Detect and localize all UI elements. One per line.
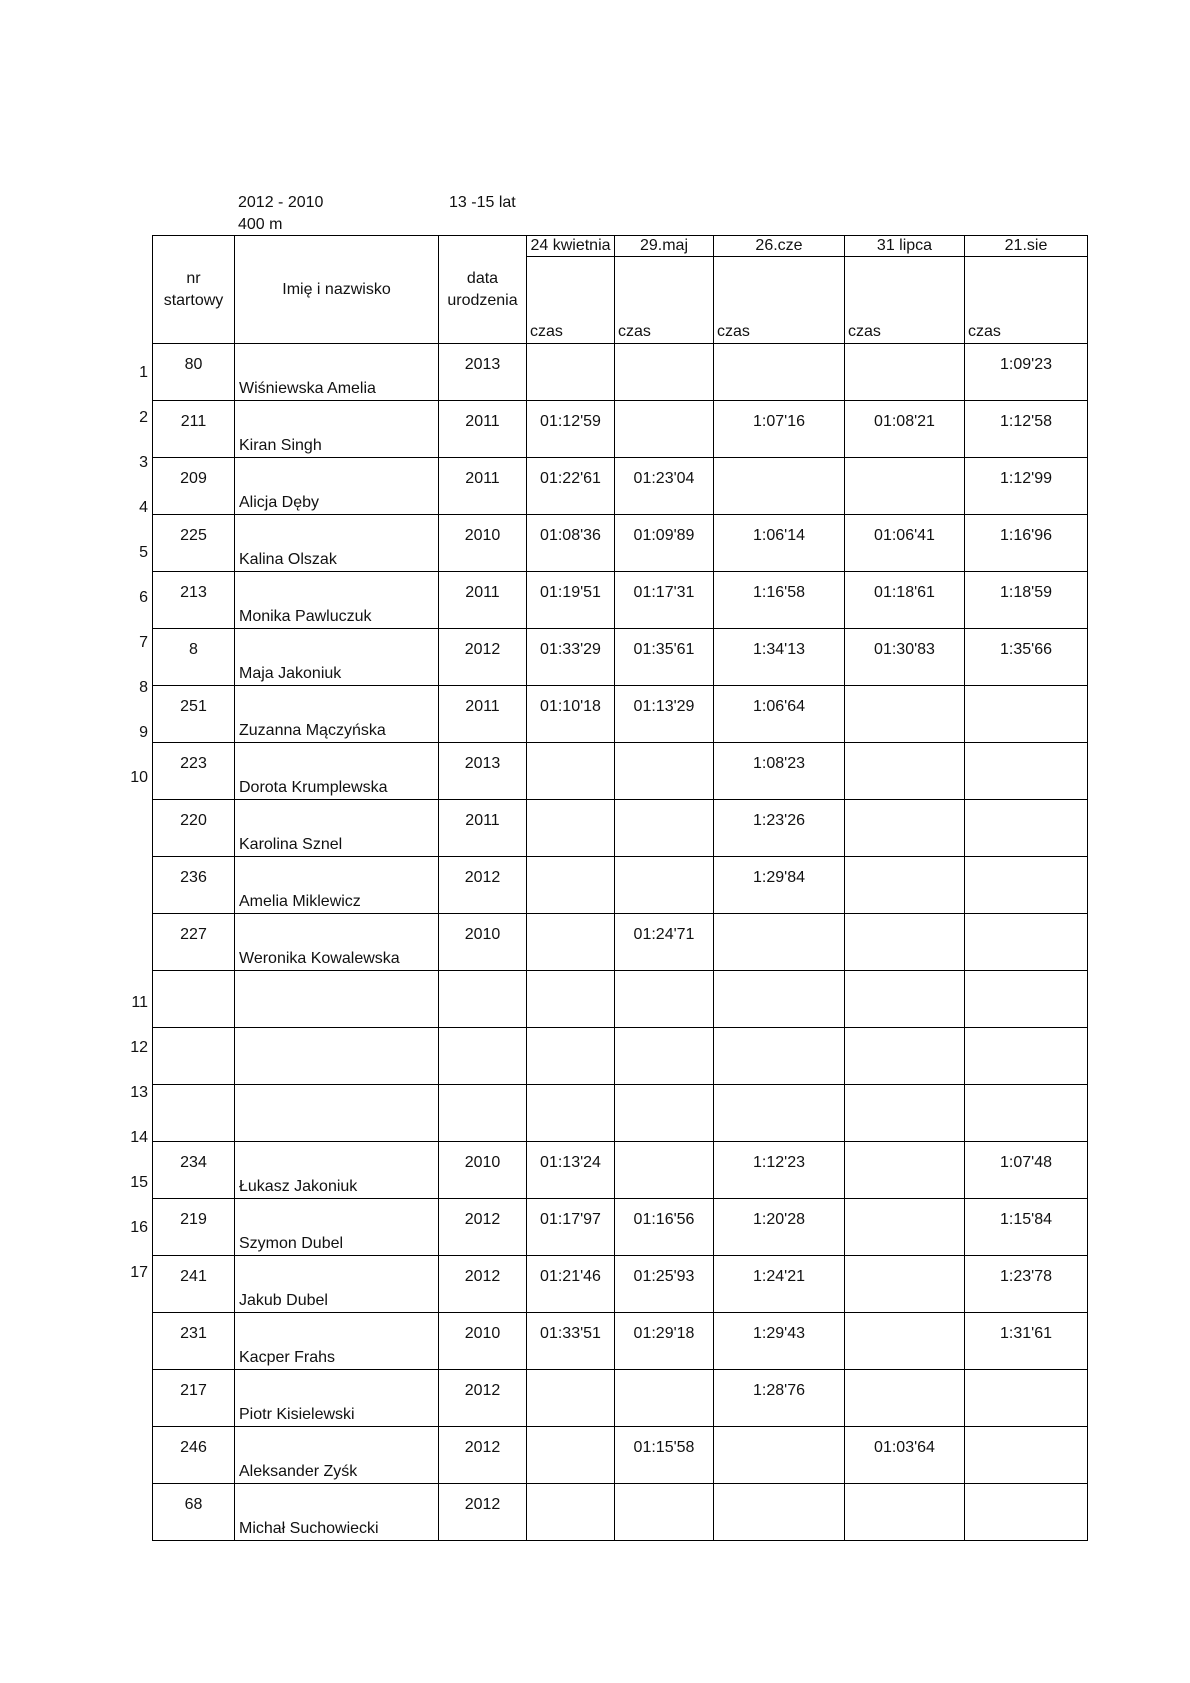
time-cell: 1:29'84 bbox=[714, 857, 845, 914]
time-cell: 1:35'66 bbox=[965, 629, 1088, 686]
time-cell: 1:23'78 bbox=[965, 1256, 1088, 1313]
athlete-name-cell: Aleksander Zyśk bbox=[235, 1427, 439, 1484]
athlete-name-cell: Karolina Sznel bbox=[235, 800, 439, 857]
birth-year-cell: 2010 bbox=[439, 914, 527, 971]
time-cell bbox=[527, 1085, 615, 1142]
birth-year-cell bbox=[439, 971, 527, 1028]
time-cell: 1:06'64 bbox=[714, 686, 845, 743]
start-number-cell: 211 bbox=[153, 401, 235, 458]
time-cell: 01:08'36 bbox=[527, 515, 615, 572]
athlete-name-cell: Kiran Singh bbox=[235, 401, 439, 458]
position-number: 5 bbox=[139, 544, 148, 561]
time-cell bbox=[845, 686, 965, 743]
table-row bbox=[153, 1484, 1088, 1541]
start-number-cell bbox=[153, 971, 235, 1028]
birth-year-cell: 2012 bbox=[439, 857, 527, 914]
athlete-name-cell: Łukasz Jakoniuk bbox=[235, 1142, 439, 1199]
start-number-cell: 227 bbox=[153, 914, 235, 971]
time-cell: 1:31'61 bbox=[965, 1313, 1088, 1370]
time-cell: 01:17'31 bbox=[615, 572, 714, 629]
position-number: 15 bbox=[130, 1174, 148, 1191]
year-range: 2012 - 2010 bbox=[238, 194, 324, 211]
time-cell bbox=[845, 914, 965, 971]
table-row bbox=[153, 914, 1088, 971]
time-cell: 01:13'24 bbox=[527, 1142, 615, 1199]
time-cell: 01:13'29 bbox=[615, 686, 714, 743]
time-cell: 01:23'04 bbox=[615, 458, 714, 515]
start-number-cell: 251 bbox=[153, 686, 235, 743]
time-cell bbox=[615, 1028, 714, 1085]
time-cell bbox=[845, 458, 965, 515]
time-cell bbox=[527, 971, 615, 1028]
time-cell: 1:24'21 bbox=[714, 1256, 845, 1313]
time-cell: 01:16'56 bbox=[615, 1199, 714, 1256]
time-cell: 1:15'84 bbox=[965, 1199, 1088, 1256]
table-row bbox=[153, 344, 1088, 401]
time-cell bbox=[615, 1142, 714, 1199]
time-cell bbox=[527, 1370, 615, 1427]
birth-year-cell: 2011 bbox=[439, 458, 527, 515]
distance: 400 m bbox=[238, 216, 283, 233]
position-number: 14 bbox=[130, 1129, 148, 1146]
birth-year-cell: 2012 bbox=[439, 1256, 527, 1313]
birth-year-cell: 2011 bbox=[439, 686, 527, 743]
athlete-name-cell: Maja Jakoniuk bbox=[235, 629, 439, 686]
birth-year-cell: 2013 bbox=[439, 743, 527, 800]
birth-header-line1: data bbox=[466, 269, 499, 287]
start-number-cell: 217 bbox=[153, 1370, 235, 1427]
date-header-3: 26.cze bbox=[714, 236, 845, 257]
start-number-cell bbox=[153, 1028, 235, 1085]
start-number-cell: 234 bbox=[153, 1142, 235, 1199]
start-number-cell: 68 bbox=[153, 1484, 235, 1541]
athlete-name-cell: Wiśniewska Amelia bbox=[235, 344, 439, 401]
athlete-name-cell: Weronika Kowalewska bbox=[235, 914, 439, 971]
birth-year-cell: 2011 bbox=[439, 572, 527, 629]
time-cell: 01:33'51 bbox=[527, 1313, 615, 1370]
start-number-cell: 8 bbox=[153, 629, 235, 686]
table-row bbox=[153, 1427, 1088, 1484]
time-cell bbox=[527, 743, 615, 800]
time-cell bbox=[845, 1313, 965, 1370]
table-row bbox=[153, 1028, 1088, 1085]
start-number-cell: 213 bbox=[153, 572, 235, 629]
birth-year-cell: 2010 bbox=[439, 1313, 527, 1370]
time-cell bbox=[527, 1484, 615, 1541]
athlete-name-cell bbox=[235, 1028, 439, 1085]
birth-year-cell: 2011 bbox=[439, 401, 527, 458]
birth-year-cell bbox=[439, 1028, 527, 1085]
birth-header bbox=[439, 236, 527, 344]
time-cell bbox=[845, 971, 965, 1028]
time-cell: 1:18'59 bbox=[965, 572, 1088, 629]
date-header-1: 24 kwietnia bbox=[527, 236, 615, 257]
birth-year-cell: 2010 bbox=[439, 515, 527, 572]
time-cell: 01:35'61 bbox=[615, 629, 714, 686]
start-number-cell bbox=[153, 1085, 235, 1142]
position-number: 6 bbox=[139, 589, 148, 606]
time-cell bbox=[845, 1142, 965, 1199]
time-cell: 1:07'16 bbox=[714, 401, 845, 458]
time-cell bbox=[714, 344, 845, 401]
time-cell bbox=[845, 857, 965, 914]
start-number-cell: 219 bbox=[153, 1199, 235, 1256]
time-cell: 01:17'97 bbox=[527, 1199, 615, 1256]
start-number-cell: 225 bbox=[153, 515, 235, 572]
time-cell: 01:15'58 bbox=[615, 1427, 714, 1484]
time-cell bbox=[965, 800, 1088, 857]
time-cell: 01:24'71 bbox=[615, 914, 714, 971]
position-number: 1 bbox=[139, 364, 148, 381]
birth-year-cell: 2012 bbox=[439, 1199, 527, 1256]
table-row bbox=[153, 1256, 1088, 1313]
time-cell: 01:33'29 bbox=[527, 629, 615, 686]
position-number: 10 bbox=[130, 769, 148, 786]
time-cell: 01:19'51 bbox=[527, 572, 615, 629]
time-cell bbox=[527, 1427, 615, 1484]
athlete-name-cell: Michał Suchowiecki bbox=[235, 1484, 439, 1541]
time-cell bbox=[965, 1028, 1088, 1085]
athlete-name-cell: Dorota Krumplewska bbox=[235, 743, 439, 800]
time-cell bbox=[615, 743, 714, 800]
start-number-cell: 80 bbox=[153, 344, 235, 401]
time-cell bbox=[527, 800, 615, 857]
time-cell: 1:09'23 bbox=[965, 344, 1088, 401]
time-cell bbox=[615, 344, 714, 401]
time-cell bbox=[965, 1484, 1088, 1541]
time-cell: 01:25'93 bbox=[615, 1256, 714, 1313]
time-header-2: czas bbox=[615, 257, 714, 344]
birth-year-cell bbox=[439, 1085, 527, 1142]
time-cell: 01:22'61 bbox=[527, 458, 615, 515]
time-cell bbox=[615, 401, 714, 458]
start-number-cell: 231 bbox=[153, 1313, 235, 1370]
position-number: 11 bbox=[131, 994, 148, 1011]
position-number: 3 bbox=[139, 454, 148, 471]
time-cell: 01:18'61 bbox=[845, 572, 965, 629]
time-cell bbox=[845, 743, 965, 800]
time-cell bbox=[615, 971, 714, 1028]
time-cell: 1:07'48 bbox=[965, 1142, 1088, 1199]
table-row bbox=[153, 629, 1088, 686]
athlete-name-cell bbox=[235, 1085, 439, 1142]
birth-year-cell: 2013 bbox=[439, 344, 527, 401]
athlete-name-cell: Szymon Dubel bbox=[235, 1199, 439, 1256]
time-cell bbox=[845, 344, 965, 401]
name-header: Imię i nazwisko bbox=[235, 236, 439, 344]
time-cell bbox=[527, 1028, 615, 1085]
birth-year-cell: 2012 bbox=[439, 1370, 527, 1427]
time-cell bbox=[965, 743, 1088, 800]
time-cell: 01:12'59 bbox=[527, 401, 615, 458]
start-number-cell: 220 bbox=[153, 800, 235, 857]
time-cell: 1:23'26 bbox=[714, 800, 845, 857]
table-row bbox=[153, 1199, 1088, 1256]
time-cell bbox=[714, 1484, 845, 1541]
time-header-4: czas bbox=[845, 257, 965, 344]
date-header-4: 31 lipca bbox=[845, 236, 965, 257]
time-cell bbox=[527, 914, 615, 971]
results-table bbox=[152, 235, 1088, 1541]
time-cell: 01:06'41 bbox=[845, 515, 965, 572]
table-row bbox=[153, 572, 1088, 629]
time-cell: 1:12'58 bbox=[965, 401, 1088, 458]
table-row bbox=[153, 743, 1088, 800]
athlete-name-cell: Piotr Kisielewski bbox=[235, 1370, 439, 1427]
time-cell bbox=[714, 971, 845, 1028]
position-number: 9 bbox=[139, 724, 148, 741]
athlete-name-cell: Kacper Frahs bbox=[235, 1313, 439, 1370]
time-cell: 01:09'89 bbox=[615, 515, 714, 572]
time-cell bbox=[845, 1256, 965, 1313]
position-number: 12 bbox=[130, 1039, 148, 1056]
time-cell: 01:08'21 bbox=[845, 401, 965, 458]
time-cell bbox=[965, 1370, 1088, 1427]
athlete-name-cell: Zuzanna Mączyńska bbox=[235, 686, 439, 743]
time-cell: 1:16'58 bbox=[714, 572, 845, 629]
position-number: 16 bbox=[130, 1219, 148, 1236]
time-cell bbox=[845, 1484, 965, 1541]
birth-year-cell: 2012 bbox=[439, 1427, 527, 1484]
time-cell: 01:21'46 bbox=[527, 1256, 615, 1313]
time-cell bbox=[845, 1028, 965, 1085]
time-cell: 1:12'99 bbox=[965, 458, 1088, 515]
time-cell bbox=[615, 1085, 714, 1142]
athlete-name-cell: Kalina Olszak bbox=[235, 515, 439, 572]
time-cell: 1:34'13 bbox=[714, 629, 845, 686]
time-cell: 1:20'28 bbox=[714, 1199, 845, 1256]
time-cell: 1:06'14 bbox=[714, 515, 845, 572]
position-number: 17 bbox=[130, 1264, 148, 1281]
time-cell bbox=[615, 800, 714, 857]
date-header-2: 29.maj bbox=[615, 236, 714, 257]
time-cell: 1:16'96 bbox=[965, 515, 1088, 572]
athlete-name-cell: Alicja Dęby bbox=[235, 458, 439, 515]
time-cell bbox=[965, 1085, 1088, 1142]
birth-year-cell: 2012 bbox=[439, 1484, 527, 1541]
time-header-5: czas bbox=[965, 257, 1088, 344]
time-cell: 01:10'18 bbox=[527, 686, 615, 743]
position-number: 7 bbox=[139, 634, 148, 651]
time-cell bbox=[965, 686, 1088, 743]
time-cell bbox=[845, 1085, 965, 1142]
birth-header-line2: urodzenia bbox=[447, 291, 518, 309]
time-cell: 01:29'18 bbox=[615, 1313, 714, 1370]
start-number-cell: 209 bbox=[153, 458, 235, 515]
birth-year-cell: 2010 bbox=[439, 1142, 527, 1199]
time-cell bbox=[845, 800, 965, 857]
birth-year-cell: 2011 bbox=[439, 800, 527, 857]
position-number: 4 bbox=[139, 499, 148, 516]
athlete-name-cell: Amelia Miklewicz bbox=[235, 857, 439, 914]
athlete-name-cell bbox=[235, 971, 439, 1028]
time-cell bbox=[527, 857, 615, 914]
time-cell bbox=[615, 857, 714, 914]
athlete-name-cell: Jakub Dubel bbox=[235, 1256, 439, 1313]
table-row bbox=[153, 971, 1088, 1028]
table-row bbox=[153, 1085, 1088, 1142]
time-cell bbox=[845, 1370, 965, 1427]
time-header-1: czas bbox=[527, 257, 615, 344]
time-cell bbox=[615, 1484, 714, 1541]
position-number: 13 bbox=[130, 1084, 148, 1101]
nr-header-line2: startowy bbox=[163, 291, 224, 309]
time-cell: 1:29'43 bbox=[714, 1313, 845, 1370]
time-cell bbox=[714, 1085, 845, 1142]
table-row bbox=[153, 1313, 1088, 1370]
table-row bbox=[153, 686, 1088, 743]
time-cell bbox=[714, 1427, 845, 1484]
date-header-5: 21.sie bbox=[965, 236, 1088, 257]
athlete-name-cell: Monika Pawluczuk bbox=[235, 572, 439, 629]
position-number: 8 bbox=[139, 679, 148, 696]
table-row bbox=[153, 1142, 1088, 1199]
birth-year-cell: 2012 bbox=[439, 629, 527, 686]
table-row bbox=[153, 857, 1088, 914]
table-row bbox=[153, 401, 1088, 458]
time-cell: 1:28'76 bbox=[714, 1370, 845, 1427]
time-cell: 1:12'23 bbox=[714, 1142, 845, 1199]
nr-header-line1: nr bbox=[186, 269, 201, 287]
position-number: 2 bbox=[139, 409, 148, 426]
nr-header bbox=[153, 236, 235, 344]
table-row bbox=[153, 515, 1088, 572]
time-cell bbox=[965, 971, 1088, 1028]
time-cell bbox=[714, 914, 845, 971]
time-cell: 01:03'64 bbox=[845, 1427, 965, 1484]
age-group: 13 -15 lat bbox=[449, 194, 516, 211]
time-cell bbox=[965, 857, 1088, 914]
time-cell bbox=[965, 914, 1088, 971]
time-cell: 01:30'83 bbox=[845, 629, 965, 686]
time-cell bbox=[527, 344, 615, 401]
time-cell bbox=[714, 458, 845, 515]
table-row bbox=[153, 800, 1088, 857]
start-number-cell: 241 bbox=[153, 1256, 235, 1313]
time-cell bbox=[615, 1370, 714, 1427]
time-header-3: czas bbox=[714, 257, 845, 344]
time-cell: 1:08'23 bbox=[714, 743, 845, 800]
time-cell bbox=[714, 1028, 845, 1085]
date-header-row bbox=[153, 236, 1088, 257]
start-number-cell: 236 bbox=[153, 857, 235, 914]
time-cell bbox=[965, 1427, 1088, 1484]
start-number-cell: 223 bbox=[153, 743, 235, 800]
table-row bbox=[153, 458, 1088, 515]
start-number-cell: 246 bbox=[153, 1427, 235, 1484]
table-row bbox=[153, 1370, 1088, 1427]
time-cell bbox=[845, 1199, 965, 1256]
